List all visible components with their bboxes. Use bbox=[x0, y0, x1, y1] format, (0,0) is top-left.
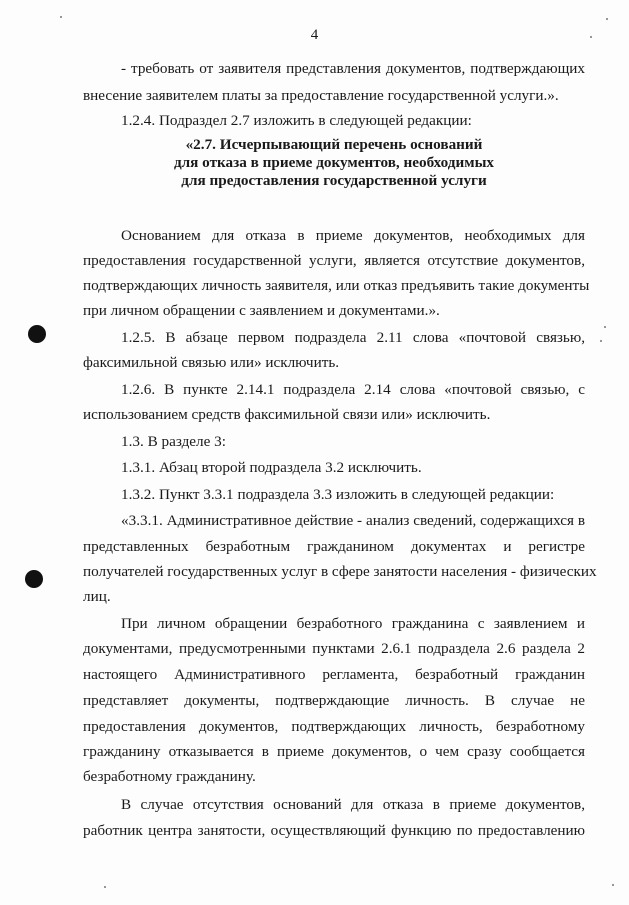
scan-speck bbox=[104, 886, 106, 888]
punch-hole-bottom bbox=[25, 570, 43, 588]
paragraph-line: внесение заявителем платы за предоставление государственной услуги.». bbox=[83, 87, 559, 104]
scan-speck bbox=[606, 18, 608, 20]
section-heading-line: «2.7. Исчерпывающий перечень оснований bbox=[185, 136, 483, 153]
paragraph-line: факсимильной связью или» исключить. bbox=[83, 354, 340, 371]
scan-speck bbox=[600, 340, 602, 342]
paragraph-line: документами, предусмотренными пунктами 2.6.1 подраздела 2.6 раздела 2 bbox=[83, 640, 585, 657]
paragraph-line: 1.2.5. В абзаце первом подраздела 2.11 слова «почтовой связью, bbox=[121, 329, 585, 346]
paragraph-line: подтверждающих личность заявителя, или отказ предъявить такие документы bbox=[83, 277, 590, 294]
paragraph-line: предоставления государственной услуги, является отсутствие документов, bbox=[83, 252, 585, 269]
section-heading-line: для предоставления государственной услуги bbox=[181, 172, 487, 189]
paragraph-line: гражданину отказывается в приеме документов, о чем сразу сообщается bbox=[83, 743, 585, 760]
paragraph-line: 1.2.6. В пункте 2.14.1 подраздела 2.14 слова «почтовой связью, с bbox=[121, 381, 585, 398]
paragraph-line: В случае отсутствия оснований для отказа в приеме документов, bbox=[121, 796, 585, 813]
scan-speck bbox=[60, 16, 62, 18]
paragraph-line: - требовать от заявителя представления документов, подтверждающих bbox=[121, 60, 585, 77]
paragraph-line: 1.2.4. Подраздел 2.7 изложить в следующей редакции: bbox=[121, 112, 472, 129]
paragraph-line: представленных безработным гражданином документах и регистре bbox=[83, 538, 585, 555]
section-heading-line: для отказа в приеме документов, необходимых bbox=[173, 154, 495, 171]
paragraph-line: при личном обращении с заявлением и документами.». bbox=[83, 302, 440, 319]
paragraph-line: использованием средств факсимильной связи или» исключить. bbox=[83, 406, 491, 423]
paragraph-line: работник центра занятости, осуществляющий функцию по предоставлению bbox=[83, 822, 585, 839]
paragraph-line: 1.3.2. Пункт 3.3.1 подраздела 3.3 изложить в следующей редакции: bbox=[121, 486, 555, 503]
paragraph-line: настоящего Административного регламента, безработный гражданин bbox=[83, 666, 585, 683]
paragraph-line: При личном обращении безработного гражданина с заявлением и bbox=[121, 615, 585, 632]
paragraph-line: безработному гражданину. bbox=[83, 768, 256, 785]
page-number: 4 bbox=[310, 27, 319, 43]
paragraph-line: получателей государственных услуг в сфере занятости населения - физических bbox=[83, 563, 597, 580]
punch-hole-top bbox=[28, 325, 46, 343]
paragraph-line: Основанием для отказа в приеме документов, необходимых для bbox=[121, 227, 585, 244]
paragraph-line: 1.3.1. Абзац второй подраздела 3.2 исключить. bbox=[121, 459, 422, 476]
scan-speck bbox=[612, 884, 614, 886]
paragraph-line: 1.3. В разделе 3: bbox=[121, 433, 226, 450]
scan-speck bbox=[604, 326, 606, 328]
paragraph-line: предоставления документов, подтверждающих личность, безработному bbox=[83, 718, 585, 735]
paragraph-line: представляет документы, подтверждающие личность. В случае не bbox=[83, 692, 585, 709]
paragraph-line: «3.3.1. Административное действие - анализ сведений, содержащихся в bbox=[121, 512, 585, 529]
paragraph-line: лиц. bbox=[83, 588, 111, 605]
